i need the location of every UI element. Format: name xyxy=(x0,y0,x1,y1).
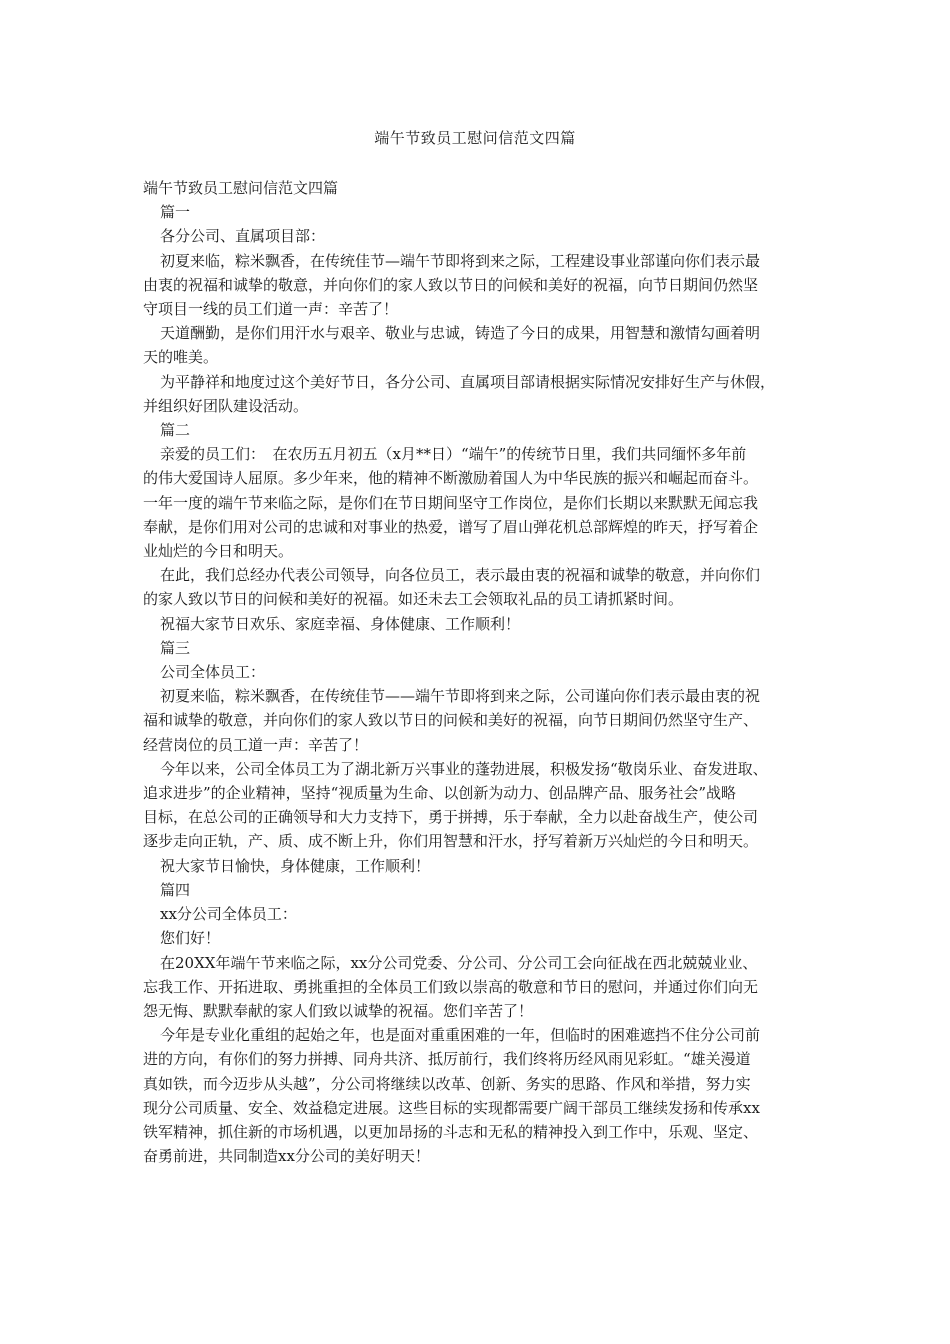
text-line: 现分公司质量、安全、效益稳定进展。这些目标的实现都需要广阔干部员工继续发扬和传承xx xyxy=(143,1098,760,1117)
text-line: 奋勇前进，共同制造xx分公司的美好明天！ xyxy=(143,1147,430,1166)
text-line: 的伟大爱国诗人屈原。多少年来，他的精神不断激励着国人为中华民族的振兴和崛起而奋斗。 xyxy=(143,469,759,488)
text-line: 篇四 xyxy=(160,880,191,899)
text-line: 在此，我们总经办代表公司领导，向各位员工，表示最由衷的祝福和诚挚的敬意，并向你们 xyxy=(160,566,761,585)
text-line: 进的方向，有你们的努力拼搏、同舟共济、抵厉前行，我们终将历经风雨见彩虹。“雄关漫道 xyxy=(143,1050,751,1069)
text-line: 的家人致以节日的问候和美好的祝福。如还未去工会领取礼品的员工请抓紧时间。 xyxy=(143,590,684,609)
text-line: xx分公司全体员工： xyxy=(160,905,297,924)
document-body xyxy=(143,176,815,1168)
text-line: 天道酬勤，是你们用汗水与艰辛、敬业与忠诚，铸造了今日的成果，用智慧和激情勾画着明 xyxy=(160,324,761,343)
text-line: 篇一 xyxy=(160,203,191,222)
text-line: 经营岗位的员工道一声：辛苦了！ xyxy=(143,735,369,754)
document-title: 端午节致员工慰问信范文四篇 xyxy=(374,129,576,147)
text-line: 亲爱的员工们： 在农历五月初五（x月**日）“端午”的传统节日里，我们共同缅怀多年前 xyxy=(160,445,747,464)
text-line: 怨无悔、默默奉献的家人们致以诚挚的祝福。您们辛苦了！ xyxy=(143,1001,534,1020)
text-line: 天的唯美。 xyxy=(143,348,219,367)
text-line: 今年是专业化重组的起始之年，也是面对重重困难的一年，但临时的困难遮挡不住分公司前 xyxy=(160,1026,761,1045)
text-line: 业灿烂的今日和明天。 xyxy=(143,542,294,561)
text-line: 铁军精神，抓住新的市场机遇，以更加昂扬的斗志和无私的精神投入到工作中，乐观、坚定、 xyxy=(143,1122,759,1141)
text-line: 今年以来，公司全体员工为了湖北新万兴事业的蓬勃进展，积极发扬“敬岗乐业、奋发进取、 xyxy=(160,759,768,778)
text-line: 篇二 xyxy=(160,421,191,440)
text-line: 初夏来临，粽米飘香，在传统佳节——端午节即将到来之际，公司谨向你们表示最由衷的祝 xyxy=(160,687,761,706)
text-line: 并组织好团队建设活动。 xyxy=(143,396,309,415)
text-line: 真如铁，而今迈步从头越”，分公司将继续以改革、创新、务实的思路、作风和举措，努力实 xyxy=(143,1074,751,1093)
text-line: 篇三 xyxy=(160,638,191,657)
text-line: 追求进步”的企业精神，坚持“视质量为生命、以创新为动力、创品牌产品、服务社会”战略 xyxy=(143,784,737,803)
text-line: 端午节致员工慰问信范文四篇 xyxy=(143,179,339,197)
text-line: 奉献，是你们用对公司的忠诚和对事业的热爱，谱写了眉山弹花机总部辉煌的昨天，抒写着企 xyxy=(143,517,759,536)
text-line: 逐步走向正轨，产、质、成不断上升，你们用智慧和汗水，抒写着新万兴灿烂的今日和明天。 xyxy=(143,832,759,851)
text-line: 各分公司、直属项目部： xyxy=(160,227,326,246)
text-line: 初夏来临，粽米飘香，在传统佳节—端午节即将到来之际，工程建设事业部谨向你们表示最 xyxy=(160,251,761,270)
text-line: 忘我工作、开拓进取、勇挑重担的全体员工们致以崇高的敬意和节日的慰问，并通过你们向无 xyxy=(143,977,759,996)
text-line: 目标，在总公司的正确领导和大力支持下，勇于拼搏，乐于奉献，全力以赴奋战生产，使公司 xyxy=(143,808,759,827)
text-line: 您们好！ xyxy=(160,929,221,948)
text-line: 守项目一线的员工们道一声：辛苦了！ xyxy=(143,300,399,319)
text-line: 由衷的祝福和诚挚的敬意，并向你们的家人致以节日的问候和美好的祝福，向节日期间仍然坚 xyxy=(143,275,759,294)
text-line: 为平静祥和地度过这个美好节日，各分公司、直属项目部请根据实际情况安排好生产与休假， xyxy=(160,372,776,391)
text-line: 在20XX年端午节来临之际，xx分公司党委、分公司、分公司工会向征战在西北兢兢业业、 xyxy=(160,953,758,972)
text-line: 祝福大家节日欢乐、家庭幸福、身体健康、工作顺利！ xyxy=(160,614,521,633)
text-line: 一年一度的端午节来临之际，是你们在节日期间坚守工作岗位，是你们长期以来默默无闻忘我 xyxy=(143,493,759,512)
text-line: 福和诚挚的敬意，并向你们的家人致以节日的问候和美好的祝福，向节日期间仍然坚守生产、 xyxy=(143,711,759,730)
text-line: 祝大家节日愉快，身体健康，工作顺利！ xyxy=(160,856,431,875)
text-line: 公司全体员工： xyxy=(160,663,266,682)
